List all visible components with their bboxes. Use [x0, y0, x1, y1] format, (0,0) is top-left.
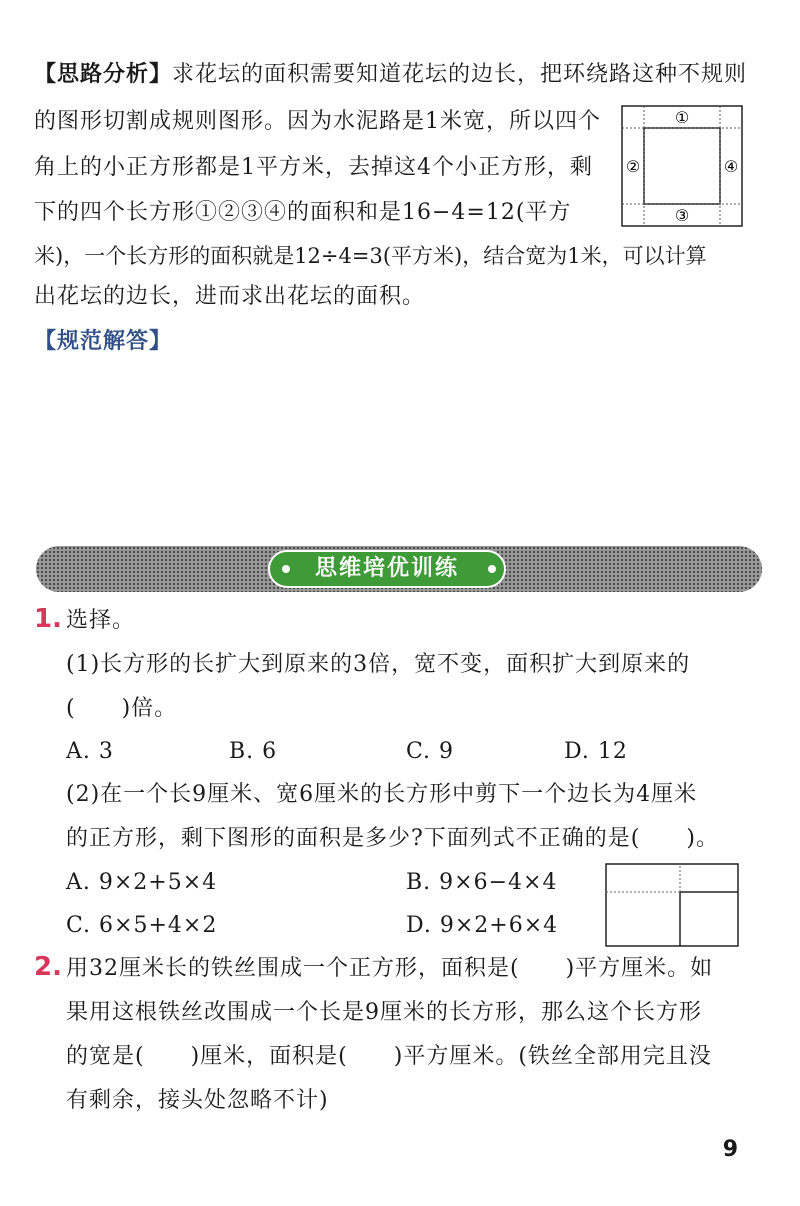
q1-part1-line2: ( )倍。	[66, 696, 178, 721]
q1-p2-option-b[interactable]: B. 9×6−4×4	[406, 870, 558, 895]
q1-part2-line2: 的正方形，剩下图形的面积是多少?下面列式不正确的是( )。	[66, 826, 719, 851]
q1-p1-option-d[interactable]: D. 12	[564, 739, 628, 764]
q2-line-2: 果用这根铁丝改围成一个长是9厘米的长方形，那么这个长方形	[66, 1000, 702, 1025]
banner-dot-right	[488, 565, 496, 573]
q2-line-3: 的宽是( )厘米，面积是( )平方厘米。(铁丝全部用完且没	[66, 1044, 712, 1069]
analysis-line-3: 角上的小正方形都是1平方米，去掉这4个小正方形，剩	[34, 155, 593, 180]
q1-number: 1.	[34, 604, 62, 634]
label-3: ③	[674, 206, 690, 225]
q1-p1-option-c[interactable]: C. 9	[406, 739, 455, 764]
analysis-line-2: 的图形切割成规则图形。因为水泥路是1米宽，所以四个	[34, 109, 601, 134]
page-number: 9	[722, 1137, 738, 1162]
cut-rectangle-diagram	[604, 862, 740, 948]
q1-p2-option-c[interactable]: C. 6×5+4×2	[66, 913, 218, 938]
banner-dot-left	[282, 565, 290, 573]
q1-p1-option-b[interactable]: B. 6	[229, 739, 278, 764]
analysis-line-4: 下的四个长方形①②③④的面积和是16−4=12(平方	[34, 200, 572, 225]
q2-line-1: 用32厘米长的铁丝围成一个正方形，面积是( )平方厘米。如	[66, 956, 714, 981]
analysis-line-1: 【思路分析】求花坛的面积需要知道花坛的边长，把环绕路这种不规则	[34, 62, 748, 87]
label-2: ②	[625, 157, 641, 176]
label-4: ④	[723, 157, 739, 176]
analysis-line-5: 米)，一个长方形的面积就是12÷4=3(平方米)，结合宽为1米，可以计算	[34, 244, 707, 268]
q1-p1-option-a[interactable]: A. 3	[66, 739, 114, 764]
q1-p2-option-a[interactable]: A. 9×2+5×4	[66, 870, 218, 895]
answer-tag: 【规范解答】	[34, 329, 173, 354]
q1-part2-line1: (2)在一个长9厘米、宽6厘米的长方形中剪下一个边长为4厘米	[66, 782, 698, 807]
banner-title: 思维培优训练	[268, 550, 506, 588]
analysis-tag: 【思路分析】	[34, 62, 173, 87]
ring-path-diagram	[620, 104, 744, 228]
analysis-line-6: 出花坛的边长，进而求出花坛的面积。	[34, 284, 426, 309]
q2-line-4: 有剩余，接头处忽略不计)	[66, 1088, 329, 1113]
label-1: ①	[674, 108, 690, 127]
q1-title: 选择。	[66, 608, 136, 633]
q1-p2-option-d[interactable]: D. 9×2+6×4	[406, 913, 559, 938]
q1-part1-line1: (1)长方形的长扩大到原来的3倍，宽不变，面积扩大到原来的	[66, 652, 691, 677]
q2-number: 2.	[34, 952, 62, 982]
